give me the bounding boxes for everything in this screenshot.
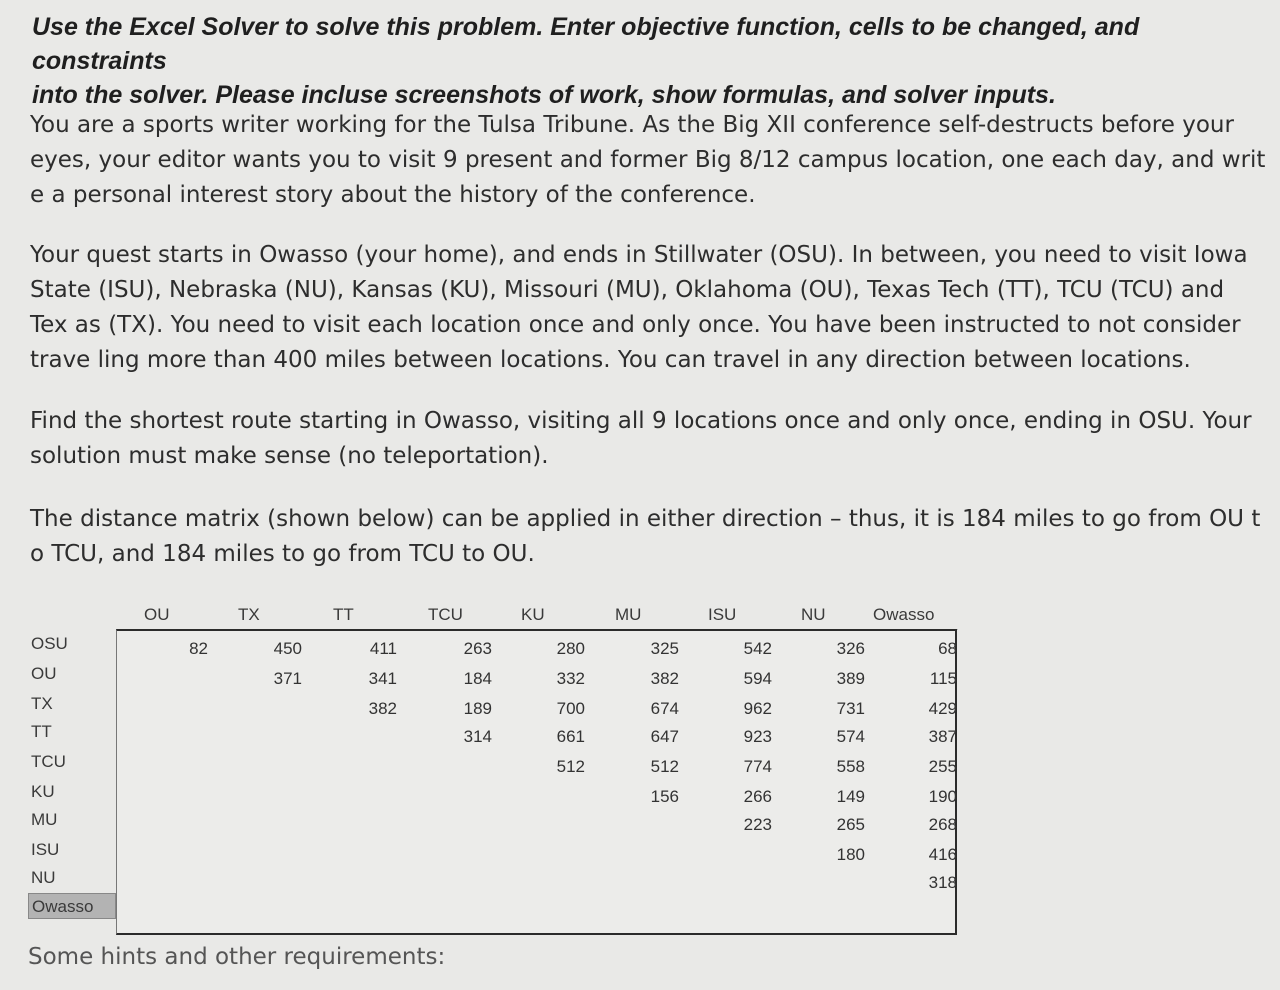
distance-cell: 962 xyxy=(743,699,772,718)
distance-cell: 429 xyxy=(928,699,957,718)
distance-cell: 149 xyxy=(836,787,865,806)
row-header-ou: OU xyxy=(31,664,57,683)
column-header-tx: TX xyxy=(238,605,260,624)
row-header-tcu: TCU xyxy=(31,752,66,771)
instructions-heading xyxy=(32,10,1262,112)
distance-cell: 371 xyxy=(273,669,302,688)
column-header-nu: NU xyxy=(801,605,826,624)
distance-cell: 382 xyxy=(368,699,397,718)
column-header-mu: MU xyxy=(615,605,642,624)
distance-cell: 574 xyxy=(836,727,865,746)
distance-cell: 223 xyxy=(743,815,772,834)
distance-cell: 542 xyxy=(743,639,772,658)
paragraph-task: Find the shortest route starting in Owasso, visiting all 9 locations once and only once, ending in OSU. Your solution must make sense (no teleportation). xyxy=(30,408,1252,469)
distance-cell: 647 xyxy=(650,727,679,746)
instructions-line-2: into the solver. Please incluse screenshots of work, show formulas, and solver inputs. xyxy=(32,81,1056,109)
distance-cell: 255 xyxy=(928,757,957,776)
distance-cell: 82 xyxy=(189,639,208,658)
distance-cell: 115 xyxy=(929,669,957,688)
column-header-owasso: Owasso xyxy=(873,605,935,624)
distance-cell: 382 xyxy=(650,669,679,688)
distance-cell: 661 xyxy=(556,727,585,746)
distance-cell: 265 xyxy=(836,815,865,834)
distance-cell: 731 xyxy=(836,699,865,718)
distance-cell: 189 xyxy=(463,699,492,718)
distance-cell: 450 xyxy=(273,639,302,658)
row-header-isu: ISU xyxy=(31,840,60,859)
row-header-mu: MU xyxy=(31,810,58,829)
distance-cell: 266 xyxy=(743,787,772,806)
row-header-tt: TT xyxy=(31,722,52,741)
distance-cell: 341 xyxy=(368,669,397,688)
distance-cell: 190 xyxy=(928,787,957,806)
distance-cell: 332 xyxy=(556,669,585,688)
row-header-owasso: Owasso xyxy=(28,893,116,919)
row-header-ku: KU xyxy=(31,782,55,801)
distance-cell: 594 xyxy=(743,669,772,688)
distance-cell: 700 xyxy=(556,699,585,718)
paragraph-matrix-note: The distance matrix (shown below) can be applied in either direction – thus, it is 184 miles to go from OU t o TCU, and 184 miles to go from TCU to OU. xyxy=(30,506,1261,567)
column-header-tt: TT xyxy=(333,605,354,624)
distance-cell: 268 xyxy=(928,815,957,834)
distance-cell: 387 xyxy=(928,727,957,746)
distance-cell: 512 xyxy=(650,757,679,776)
row-header-osu: OSU xyxy=(31,634,68,653)
distance-cell: 156 xyxy=(650,787,679,806)
distance-cell: 68 xyxy=(938,639,957,658)
distance-cell: 180 xyxy=(836,845,865,864)
distance-cell: 263 xyxy=(463,639,492,658)
distance-cell: 318 xyxy=(928,873,957,892)
distance-cell: 558 xyxy=(836,757,865,776)
distance-cell: 674 xyxy=(650,699,679,718)
row-header-tx: TX xyxy=(31,694,53,713)
paragraph-intro: You are a sports writer working for the Tulsa Tribune. As the Big XII conference self-destructs before your eyes, your editor wants you to visit 9 present and former Big 8/12 campus location, one each day, and writ e a personal interest story about the history of the conference. xyxy=(30,112,1266,208)
distance-cell: 326 xyxy=(836,639,865,658)
distance-cell: 184 xyxy=(463,669,492,688)
distance-matrix xyxy=(28,603,958,935)
distance-cell: 923 xyxy=(743,727,772,746)
distance-cell: 314 xyxy=(463,727,492,746)
column-header-ku: KU xyxy=(521,605,545,624)
distance-cell: 389 xyxy=(836,669,865,688)
column-header-isu: ISU xyxy=(708,605,737,624)
distance-cell: 512 xyxy=(556,757,585,776)
distance-cell: 280 xyxy=(556,639,585,658)
instructions-line-1: Use the Excel Solver to solve this problem. Enter objective function, cells to be changed, and constraints xyxy=(32,13,1140,75)
paragraph-quest: Your quest starts in Owasso (your home), and ends in Stillwater (OSU). In between, you need to visit Iowa State (ISU), Nebraska (NU), Kansas (KU), Missouri (MU), Oklahoma (OU), Texas Tech (TT), TCU (TCU) and Tex as (TX). You need to visit each location once and only once. You have been instructed to not consider trave ling more than 400 miles between locations. You can travel in any direction between locations. xyxy=(30,242,1248,373)
distance-cell: 325 xyxy=(650,639,679,658)
row-header-nu: NU xyxy=(31,868,56,887)
footer-hints: Some hints and other requirements: xyxy=(28,944,446,970)
column-header-ou: OU xyxy=(144,605,170,624)
distance-cell: 416 xyxy=(928,845,957,864)
distance-cell: 774 xyxy=(743,757,772,776)
distance-cell: 411 xyxy=(369,639,397,658)
column-header-tcu: TCU xyxy=(428,605,463,624)
